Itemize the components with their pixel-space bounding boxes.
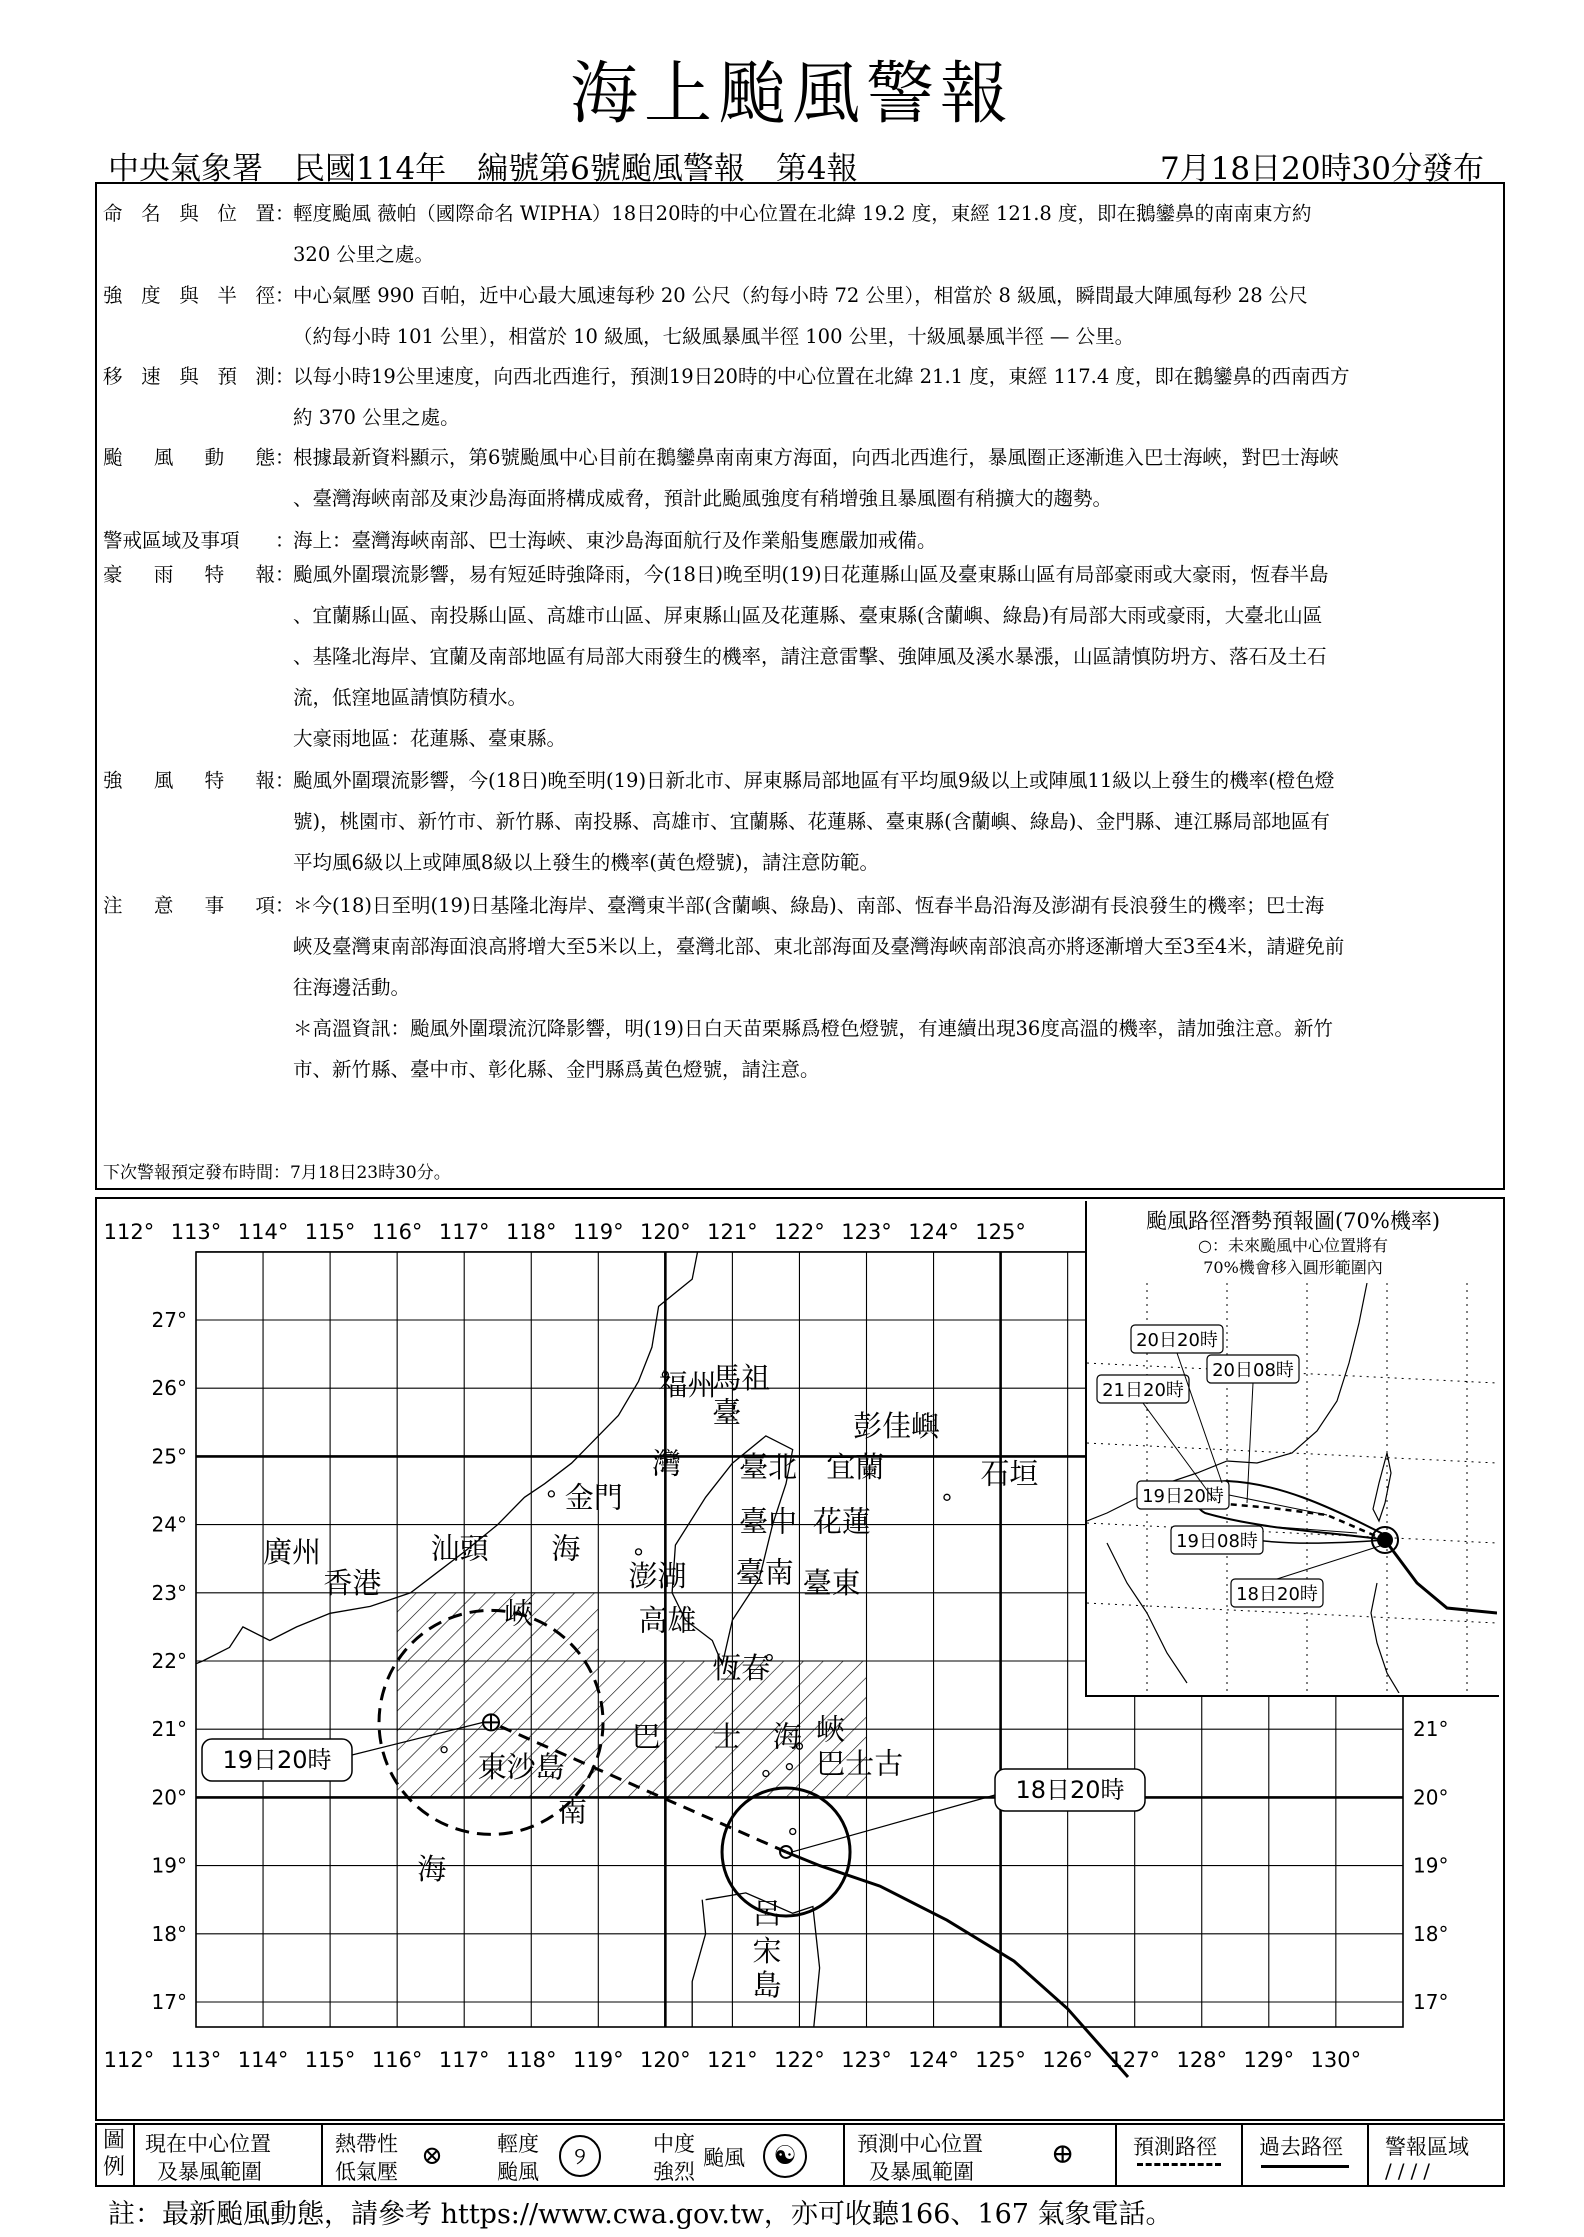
place-name: 石垣: [980, 1456, 1039, 1491]
place-name: 恆春: [712, 1651, 771, 1686]
lon-label-top: 120°: [640, 1220, 691, 1244]
row-text: [293, 356, 1584, 438]
row-line: （約每小時 101 公里），相當於 10 級風，七級風暴風半徑 100 公里，十級風暴風半徑 — 公里。: [293, 325, 1135, 348]
inset-past-track: [1385, 1540, 1497, 1613]
inset-sub2: 70%機會移入圓形範圍內: [1203, 1258, 1383, 1277]
lat-label-left: 19°: [151, 1853, 187, 1878]
row-line: 流，低窪地區請慎防積水。: [293, 686, 528, 709]
row-colon: ：: [275, 202, 295, 225]
lon-label-bottom: 113°: [170, 2048, 222, 2072]
row-line: ＊高溫資訊：颱風外圍環流沉降影響，明(19)日白天苗栗縣爲橙色燈號，有連續出現36度高溫的機率，請加強注意。新竹: [293, 1017, 1333, 1040]
lat-label-left: 18°: [151, 1921, 187, 1946]
lon-label-top: 112°: [103, 1220, 155, 1244]
place-name: 灣: [651, 1446, 681, 1481]
row-line: 颱風外圍環流影響，今(18日)晚至明(19)日新北市、屏東縣局部地區有平均風9級以上或陣風11級以上發生的機率(橙色燈: [293, 769, 1335, 792]
past-track: [786, 1852, 1128, 2077]
island: [636, 1549, 642, 1555]
inset-leader: [1277, 1545, 1383, 1579]
luzon-west-coast: [692, 1900, 705, 2036]
lon-label-top: 118°: [505, 1220, 557, 1244]
row-colon: ：: [275, 446, 295, 469]
lat-label-right: 21°: [1413, 1717, 1449, 1742]
place-name: 汕頭: [430, 1531, 489, 1566]
lat-label-left: 22°: [151, 1649, 187, 1673]
row-text: [293, 275, 1584, 357]
place-name: 巴: [631, 1719, 661, 1754]
legend-typhoon: 颱風: [703, 2146, 745, 2170]
row-line: 平均風6級以上或陣風8級以上發生的機率(黃色燈號)，請注意防範。: [293, 851, 880, 874]
row-line: 320 公里之處。: [293, 243, 434, 266]
mild-typhoon-icon: ୨: [559, 2135, 601, 2177]
row-line: 、宜蘭縣山區、南投縣山區、高雄市山區、屏東縣山區及花蓮縣、臺東縣(含蘭嶼、綠島)有局部大雨或豪雨，大臺北山區: [293, 604, 1323, 627]
header-issue-time: 7月18日20時30分發布: [1159, 151, 1484, 187]
place-name: 花蓮: [812, 1504, 871, 1539]
row-line: 以每小時19公里速度，向西北西進行，預測19日20時的中心位置在北緯 21.1 度，東經 117.4 度，即在鵝鑾鼻的西南西方: [293, 365, 1350, 388]
row-colon: ：: [275, 365, 295, 388]
forecast-center-icon: ⊕: [1051, 2137, 1075, 2170]
legend-moderate-1: 中度: [653, 2132, 695, 2156]
row-label: 豪雨特報: [103, 563, 275, 586]
row-text: [293, 437, 1584, 519]
row-label: 強度與半徑: [103, 284, 275, 307]
legend-warning-area: 警報區域: [1385, 2135, 1469, 2159]
place-name: 澎湖: [628, 1558, 687, 1593]
lon-label-bottom: 128°: [1176, 2048, 1228, 2072]
lon-label-top: 117°: [438, 1220, 490, 1244]
inset-label: 21日20時: [1102, 1380, 1184, 1401]
row-line: 海上：臺灣海峽南部、巴士海峽、東沙島海面航行及作業船隻應嚴加戒備。: [293, 529, 937, 552]
row-line: 市、新竹縣、臺中市、彰化縣、金門縣爲黃色燈號，請注意。: [293, 1058, 820, 1081]
island: [790, 1829, 796, 1835]
row-line: 根據最新資料顯示，第6號颱風中心目前在鵝鑾鼻南南東方海面，向西北西進行，暴風圈正逐漸進入巴士海峽，對巴士海峽: [293, 446, 1339, 469]
row-line: 峽及臺灣東南部海面浪高將增大至5米以上，臺灣北部、東北部海面及臺灣海峽南部浪高亦將逐漸增大至3至4米，請避免前: [293, 935, 1345, 958]
lat-label-left: 20°: [151, 1785, 187, 1810]
inset-sub1: ○：未來颱風中心位置將有: [1198, 1236, 1388, 1255]
page-title: 海上颱風警報: [569, 55, 1014, 134]
row-colon: ：: [275, 563, 295, 586]
place-name: 馬祖: [712, 1361, 771, 1396]
inset-leader: [1247, 1383, 1253, 1503]
header-issuer: 中央氣象署 民國114年 編號第6號颱風警報 第4報: [108, 151, 858, 187]
place-name: 廣州: [263, 1535, 322, 1570]
lon-label-top: 125°: [975, 1220, 1026, 1244]
legend-moderate-2: 強烈: [653, 2160, 695, 2184]
row-colon: ：: [275, 769, 295, 792]
legend-mild-2: 颱風: [497, 2160, 539, 2184]
next-issue-time: 下次警報預定發布時間：7月18日23時30分。: [103, 1163, 451, 1183]
callout-18-leader: [792, 1795, 995, 1852]
place-name: 宋: [752, 1934, 782, 1969]
inset-label: 20日08時: [1212, 1360, 1294, 1381]
row-label: 警戒區域及事項: [103, 529, 240, 552]
row-line: 中心氣壓 990 百帕，近中心最大風速每秒 20 公尺（約每小時 72 公里），相當於 8 級風，瞬間最大陣風每秒 28 公尺: [293, 284, 1308, 307]
lon-label-bottom: 112°: [103, 2048, 155, 2072]
callout-18-label: 18日20時: [1015, 1776, 1125, 1804]
row-colon: ：: [275, 529, 295, 552]
place-name: 高雄: [638, 1603, 697, 1638]
place-name: 金門: [564, 1480, 623, 1515]
place-name: 臺南: [735, 1555, 794, 1590]
row-colon: ：: [275, 284, 295, 307]
place-name: 臺北: [739, 1449, 798, 1484]
lat-label-left: 21°: [151, 1717, 187, 1742]
lon-label-top: 124°: [908, 1220, 959, 1244]
island: [548, 1491, 554, 1497]
place-name: 彭佳嶼: [853, 1408, 941, 1443]
lon-label-top: 123°: [841, 1220, 892, 1244]
place-name: 臺中: [739, 1504, 798, 1539]
row-text: [293, 885, 1584, 1090]
row-label: 強風特報: [103, 769, 275, 792]
row-label: 颱風動態: [103, 446, 275, 469]
inset-chart: [1087, 1283, 1497, 1693]
lat-label-left: 17°: [151, 1990, 187, 2014]
legend-current-2: 及暴風範圍: [157, 2160, 262, 2184]
island: [944, 1494, 950, 1500]
warning-area-hatch: [397, 1593, 866, 1798]
inset-title: 颱風路徑潛勢預報圖(70%機率): [1145, 1209, 1441, 1233]
lon-label-bottom: 130°: [1310, 2048, 1362, 2072]
warning-area-icon: ////: [1385, 2159, 1436, 2183]
lon-label-bottom: 126°: [1042, 2048, 1093, 2072]
inset-current-center-icon: [1377, 1532, 1393, 1548]
row-label: 命名與位置: [103, 202, 275, 225]
place-name: 島: [752, 1968, 782, 2003]
lon-label-top: 122°: [774, 1220, 825, 1244]
lon-label-top: 114°: [237, 1220, 289, 1244]
legend-forecast-2: 及暴風範圍: [869, 2160, 974, 2184]
lon-label-bottom: 127°: [1109, 2048, 1160, 2072]
inset-label: 19日20時: [1142, 1486, 1224, 1507]
inset-label: 20日20時: [1136, 1330, 1218, 1351]
row-label: 移速與預測: [103, 365, 275, 388]
lon-label-top: 113°: [170, 1220, 222, 1244]
row-text: [293, 554, 1584, 759]
row-line: 大豪雨地區：花蓮縣、臺東縣。: [293, 727, 567, 750]
place-name: 峽: [816, 1712, 846, 1747]
lon-label-bottom: 123°: [841, 2048, 892, 2072]
place-name: 福州: [658, 1368, 717, 1403]
row-line: 、基隆北海岸、宜蘭及南部地區有局部大雨發生的機率，請注意雷擊、強陣風及溪水暴漲，山區請慎防坍方、落石及土石: [293, 645, 1327, 668]
place-name: 海: [417, 1852, 447, 1887]
row-text: [293, 760, 1584, 883]
past-path-icon: [1261, 2165, 1349, 2168]
row-line: 、臺灣海峽南部及東沙島海面將構成威脅，預計此颱風強度有稍增強且暴風圈有稍擴大的趨勢。: [293, 487, 1113, 510]
lat-label-left: 24°: [151, 1512, 187, 1537]
lon-label-bottom: 124°: [908, 2048, 959, 2072]
legend-current-1: 現在中心位置: [145, 2132, 271, 2156]
place-name: 海: [772, 1719, 802, 1754]
legend-tropical-2: 低氣壓: [335, 2160, 398, 2184]
place-name: 南: [558, 1794, 588, 1829]
lat-label-right: 20°: [1413, 1785, 1449, 1810]
inset-label: 18日20時: [1236, 1584, 1318, 1605]
footer-note: 註：最新颱風動態，請參考 https://www.cwa.gov.tw，亦可收聽166、167 氣象電話。: [108, 2199, 1173, 2230]
place-name: 宜蘭: [826, 1449, 885, 1484]
inset-taiwan: [1373, 1453, 1391, 1521]
forecast-path-icon: [1137, 2163, 1221, 2166]
lon-label-top: 116°: [371, 1220, 423, 1244]
legend-past-path: 過去路徑: [1259, 2135, 1343, 2159]
lon-label-top: 119°: [573, 1220, 624, 1244]
place-name: 臺: [712, 1395, 742, 1430]
warning-area: [397, 1593, 866, 1798]
lon-label-bottom: 122°: [774, 2048, 825, 2072]
lon-label-bottom: 117°: [438, 2048, 490, 2072]
strong-typhoon-icon: ☯: [763, 2134, 807, 2178]
place-name: 香港: [323, 1565, 382, 1600]
place-name: 海: [551, 1531, 581, 1566]
place-name: 峽: [504, 1596, 534, 1631]
lon-label-top: 115°: [304, 1220, 356, 1244]
lon-label-bottom: 125°: [975, 2048, 1026, 2072]
place-name: 士: [712, 1719, 742, 1754]
place-name: 東沙島: [477, 1749, 565, 1784]
lon-label-bottom: 115°: [304, 2048, 356, 2072]
lat-label-right: 17°: [1413, 1990, 1449, 2014]
legend-forecast-1: 預測中心位置: [857, 2132, 983, 2156]
row-line: 輕度颱風 薇帕（國際命名 WIPHA）18日20時的中心位置在北緯 19.2 度，東經 121.8 度，即在鵝鑾鼻的南南東方約: [293, 202, 1312, 225]
legend: [95, 2123, 1505, 2187]
callout-19-label: 19日20時: [222, 1746, 332, 1774]
place-name: 臺東: [802, 1565, 861, 1600]
lat-label-left: 25°: [151, 1444, 187, 1469]
lon-label-bottom: 129°: [1243, 2048, 1295, 2072]
row-line: 約 370 公里之處。: [293, 406, 460, 429]
place-name: 呂: [752, 1896, 782, 1931]
row-line: 號)，桃園市、新竹市、新竹縣、南投縣、高雄市、宜蘭縣、花蓮縣、臺東縣(含蘭嶼、綠島)、金門縣、連江縣局部地區有: [293, 810, 1330, 833]
lon-label-bottom: 116°: [371, 2048, 423, 2072]
row-label: 注意事項: [103, 894, 275, 917]
lon-label-bottom: 114°: [237, 2048, 289, 2072]
lon-label-bottom: 120°: [640, 2048, 691, 2072]
inset-luzon: [1371, 1583, 1399, 1693]
row-line: ＊今(18)日至明(19)日基隆北海岸、臺灣東半部(含蘭嶼、綠島)、南部、恆春半島沿海及澎湖有長浪發生的機率；巴士海: [293, 894, 1325, 917]
inset-map: [1085, 1201, 1499, 1697]
row-line: 往海邊活動。: [293, 976, 411, 999]
legend-mild-1: 輕度: [497, 2132, 539, 2156]
lat-label-right: 19°: [1413, 1853, 1449, 1878]
lat-label-left: 23°: [151, 1580, 187, 1605]
legend-tropical-1: 熱帶性: [335, 2132, 398, 2156]
lat-label-right: 18°: [1413, 1921, 1449, 1946]
lon-label-bottom: 121°: [707, 2048, 758, 2072]
place-name: 巴士古: [816, 1746, 904, 1781]
lon-label-bottom: 118°: [505, 2048, 557, 2072]
row-colon: ：: [275, 894, 295, 917]
tropical-low-icon: ⊗: [421, 2141, 443, 2171]
inset-parallel: [1087, 1523, 1497, 1543]
row-line: 颱風外圍環流影響，易有短延時強降雨，今(18日)晚至明(19)日花蓮縣山區及臺東縣山區有局部豪雨或大豪雨，恆春半島: [293, 563, 1329, 586]
lat-label-left: 26°: [151, 1376, 187, 1401]
lat-label-left: 27°: [151, 1308, 187, 1332]
row-text: [293, 193, 1584, 275]
inset-label: 19日08時: [1176, 1531, 1258, 1552]
lon-label-bottom: 119°: [573, 2048, 624, 2072]
legend-head: 圖例: [103, 2128, 126, 2180]
legend-forecast-path: 預測路徑: [1133, 2135, 1217, 2159]
lon-label-top: 121°: [707, 1220, 758, 1244]
track-map-frame: [95, 1197, 1505, 2121]
